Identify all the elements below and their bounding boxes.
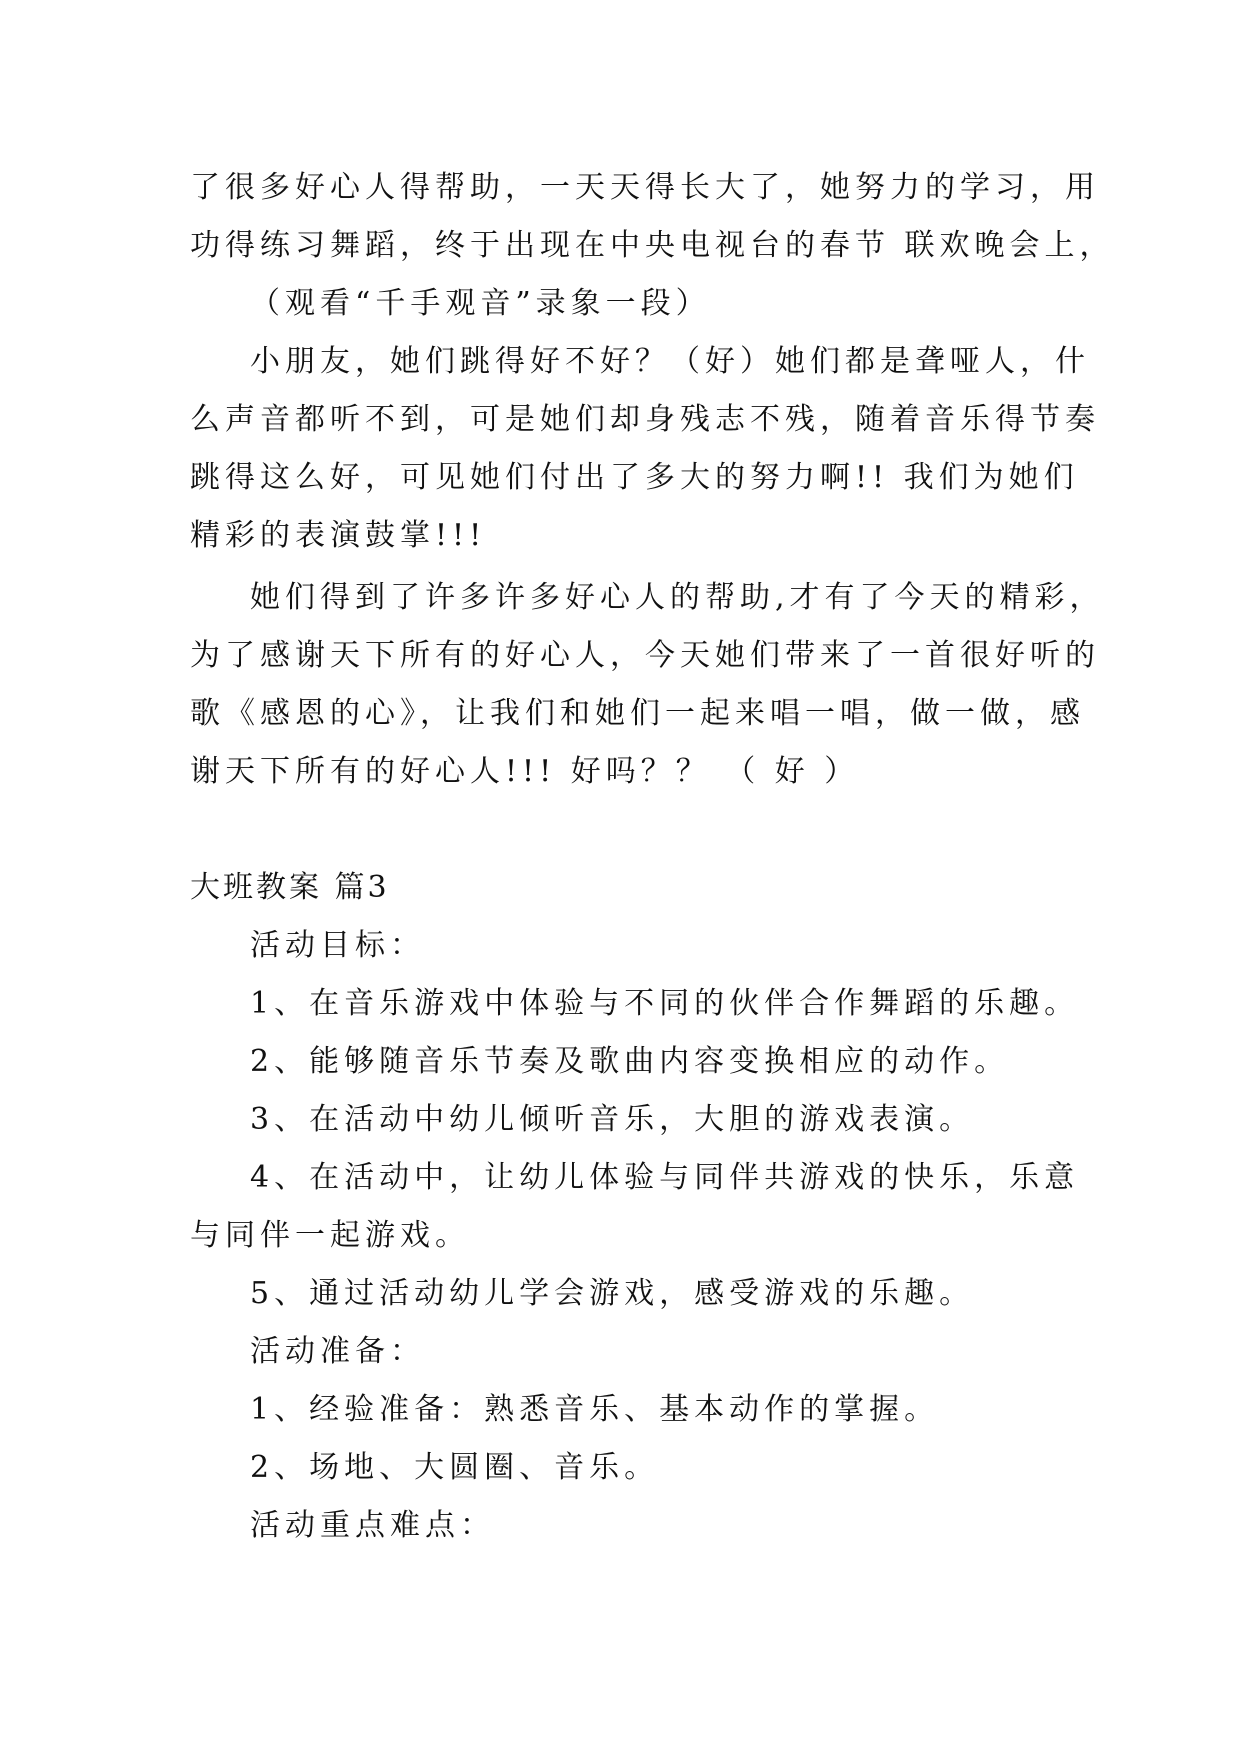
paragraph-line: 功得练习舞蹈，终于出现在中央电视台的春节 联欢晚会上， [190,228,1115,263]
paragraph-line: 她们得到了许多许多好心人的帮助,才有了今天的精彩， [250,580,1105,615]
section-title: 大班教案 篇3 [190,870,390,905]
paragraph-line: 精彩的表演鼓掌!!! [190,518,487,553]
section-heading: 活动准备： [250,1334,425,1369]
paragraph-line: 么声音都听不到，可是她们却身残志不残，随着音乐得节奏 [190,402,1100,437]
section-heading: 活动重点难点： [250,1508,495,1543]
paragraph-line: 谢天下所有的好心人!!! 好吗？？ （ 好 ） [190,754,860,789]
list-item: 2、能够随音乐节奏及歌曲内容变换相应的动作。 [250,1044,1010,1079]
list-item: 1、经验准备：熟悉音乐、基本动作的掌握。 [250,1392,940,1427]
paragraph-line: 小朋友，她们跳得好不好？（好）她们都是聋哑人，什 [250,344,1090,379]
section-heading: 活动目标： [250,928,425,963]
paragraph-line: 了很多好心人得帮助，一天天得长大了，她努力的学习，用 [190,170,1100,205]
list-item: 4、在活动中，让幼儿体验与同伴共游戏的快乐，乐意 [250,1160,1080,1195]
list-item: 1、在音乐游戏中体验与不同的伙伴合作舞蹈的乐趣。 [250,986,1080,1021]
paragraph-line: 跳得这么好，可见她们付出了多大的努力啊!! 我们为她们 [190,460,1079,495]
list-item: 3、在活动中幼儿倾听音乐，大胆的游戏表演。 [250,1102,975,1137]
list-item: 2、场地、大圆圈、音乐。 [250,1450,660,1485]
paragraph-line: 歌《感恩的心》，让我们和她们一起来唱一唱，做一做，感 [190,696,1085,731]
list-item-continued: 与同伴一起游戏。 [190,1218,470,1253]
list-item: 5、通过活动幼儿学会游戏，感受游戏的乐趣。 [250,1276,975,1311]
paragraph-line: 为了感谢天下所有的好心人，今天她们带来了一首很好听的 [190,638,1100,673]
paragraph-line: （观看“千手观音”录象一段） [250,286,711,321]
